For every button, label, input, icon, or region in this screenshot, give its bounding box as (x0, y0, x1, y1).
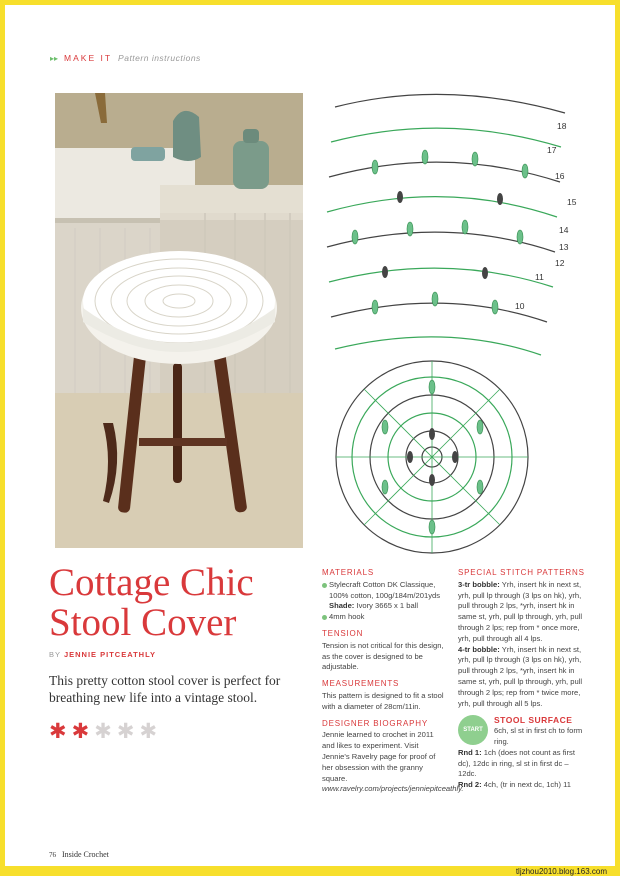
intro-text: This pretty cotton stool cover is perfect for breathing new life into a vintage stool. (49, 673, 281, 705)
difficulty-rating (49, 721, 157, 743)
watermark: tljzhou2010.blog.163.com (513, 867, 610, 876)
shade-value: Ivory 3665 x 1 ball (356, 601, 419, 611)
stitch-item (458, 580, 586, 645)
round-label: 16 (555, 171, 565, 181)
material-item (322, 580, 447, 612)
ravelry-link[interactable]: www.ravelry.com/projects/jenniepitceathly. (322, 784, 464, 794)
round-label: 13 (559, 242, 569, 252)
stool-surface-intro-text: 6ch, sl st in first ch to form ring. (494, 726, 583, 746)
tension-text: Tension is not critical for this design, as the cover is designed to be adjustable. (322, 640, 444, 672)
page-footer (49, 850, 109, 859)
round-label: 17 (547, 145, 557, 155)
stool-photo (55, 93, 303, 548)
page-title (49, 563, 309, 643)
left-column (322, 568, 464, 795)
byline-prefix: BY (49, 650, 61, 659)
stool-surface-heading: STOOL SURFACE (494, 715, 573, 726)
round-instruction (458, 748, 586, 780)
double-arrow-icon: ▸▸ (50, 54, 59, 63)
title-line-2: Stool Cover (49, 601, 237, 644)
page-number: 76 (49, 851, 56, 859)
special-stitches-heading: SPECIAL STITCH PATTERNS (458, 568, 585, 577)
tension-heading: TENSION (322, 628, 364, 638)
byline (49, 650, 156, 659)
measurements-heading: MEASUREMENTS (322, 679, 400, 689)
stitch-text: Yrh, insert hk in next st, yrh, pull lp through (3 lps on hk), yrh, pull through 2 lps, *yrh, insert hk in same st, yrh, pull lp through, yrh, pull through 2 lps; rep from * twice more, yrh, pull through all 5 lps. (458, 644, 583, 708)
round-label: Rnd 2: (458, 780, 482, 790)
star-icon-empty: ✱ (94, 720, 112, 743)
shade-label: Shade: (329, 601, 355, 611)
material-item (322, 612, 447, 623)
right-column (458, 568, 586, 791)
star-icon-empty: ✱ (139, 720, 158, 743)
designer-bio-body: Jennie learned to crochet in 2011 and likes to experiment. Visit Jennie's Ravelry page for proof of her obsession with the granny square. (322, 730, 436, 783)
designer-bio-heading: DESIGNER BIOGRAPHY (322, 718, 428, 728)
start-badge: START (458, 715, 488, 745)
round-text: 1ch (does not count as first dc), 12dc in ring, sl st in first dc – 12dc. (458, 747, 575, 779)
material-text: Stylecraft Cotton DK Classique, 100% cotton, 100g/184m/201yds (329, 579, 441, 600)
author-name: JENNIE PITCEATHLY (63, 650, 156, 659)
designer-bio-text (322, 730, 464, 795)
stitch-item (458, 645, 586, 710)
round-label: 14 (559, 225, 569, 235)
star-icon-filled: ✱ (71, 720, 90, 743)
bullet-icon (322, 583, 327, 588)
bullet-icon (322, 615, 327, 620)
stool-surface-intro (458, 715, 586, 747)
round-label: 12 (555, 258, 565, 268)
section-label: MAKE IT (64, 53, 113, 63)
round-label: 10 (515, 301, 525, 311)
star-icon-filled: ✱ (49, 720, 67, 743)
round-instruction (458, 780, 586, 791)
section-header (50, 53, 201, 63)
round-text: 4ch, (tr in next dc, 1ch) 11 (483, 780, 571, 790)
subsection-label: Pattern instructions (118, 53, 201, 63)
stitch-text: Yrh, insert hk in next st, yrh, pull lp through (3 lps on hk), yrh, pull through 2 lps, *yrh, insert hk in same st, yrh, pull lp through, yrh, pull through 2 lps; rep from * once more, yrh, pull through all 4 lps. (458, 579, 583, 643)
material-text: 4mm hook (329, 612, 365, 622)
measurements-text: This pattern is designed to fit a stool with a diameter of 28cm/11in. (322, 690, 444, 711)
materials-heading: MATERIALS (322, 568, 374, 577)
round-label: 15 (567, 197, 577, 207)
stitch-label: 3-tr bobble: (458, 579, 500, 589)
round-label: 18 (557, 121, 567, 131)
crochet-chart (315, 87, 587, 559)
stitch-label: 4-tr bobble: (458, 644, 500, 654)
title-line-1: Cottage Chic (49, 561, 254, 604)
round-label: Rnd 1: (458, 747, 482, 757)
magazine-name: Inside Crochet (62, 850, 109, 859)
star-icon-empty: ✱ (116, 720, 135, 743)
round-label: 11 (535, 272, 544, 282)
